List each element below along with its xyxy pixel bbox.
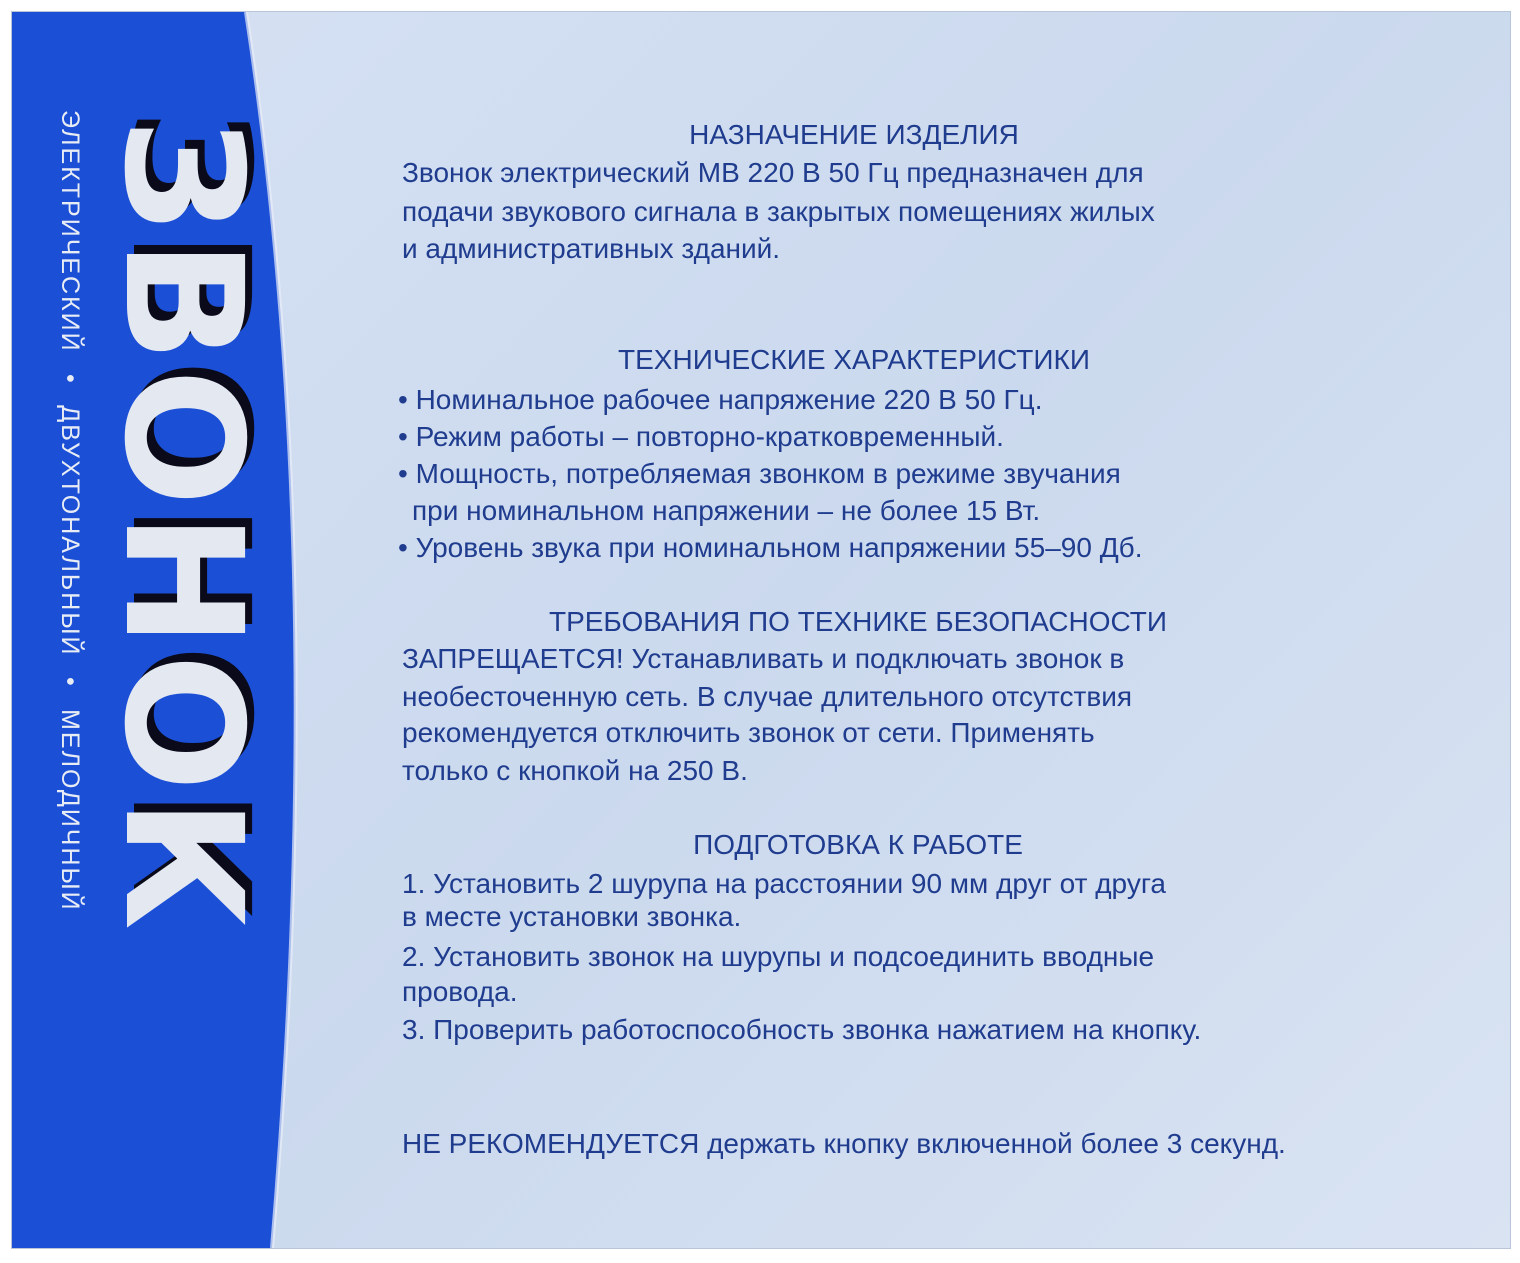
- prep-line: 2. Установить звонок на шурупы и подсоединить вводные: [402, 941, 1155, 972]
- purpose-line: и административных зданий.: [402, 233, 781, 264]
- spec-line: • Мощность, потребляемая звонком в режиме звучания: [398, 458, 1121, 489]
- subtitle-two-tone: ДВУХТОНАЛЬНЫЙ: [56, 405, 84, 657]
- safety-line: только с кнопкой на 250 В.: [402, 755, 748, 786]
- brand-subtitle: [52, 110, 88, 1150]
- specs-heading: ТЕХНИЧЕСКИЕ ХАРАКТЕРИСТИКИ: [618, 344, 1090, 375]
- spec-line: • Уровень звука при номинальном напряжении 55–90 Дб.: [398, 532, 1143, 563]
- spec-line: при номинальном напряжении – не более 15 Вт.: [412, 495, 1041, 526]
- prep-line: 1. Установить 2 шурупа на расстоянии 90 мм друг от друга: [402, 868, 1166, 899]
- warning-note: НЕ РЕКОМЕНДУЕТСЯ держать кнопку включенной более 3 секунд.: [402, 1128, 1286, 1159]
- prep-line: 3. Проверить работоспособность звонка нажатием на кнопку.: [402, 1014, 1202, 1045]
- safety-line: рекомендуется отключить звонок от сети. Применять: [402, 717, 1095, 748]
- subtitle-melodic: МЕЛОДИЧНЫЙ: [56, 709, 84, 912]
- subtitle-electric: ЭЛЕКТРИЧЕСКИЙ: [56, 110, 84, 353]
- prep-line: в месте установки звонка.: [402, 901, 742, 932]
- prep-heading: ПОДГОТОВКА К РАБОТЕ: [693, 829, 1023, 860]
- brand-title: ЗВОНОК: [88, 118, 276, 936]
- purpose-heading: НАЗНАЧЕНИЕ ИЗДЕЛИЯ: [689, 119, 1019, 150]
- safety-line: необесточенную сеть. В случае длительного отсутствия: [402, 681, 1133, 712]
- prep-line: провода.: [402, 976, 518, 1007]
- purpose-line: Звонок электрический МВ 220 В 50 Гц предназначен для: [402, 157, 1144, 188]
- safety-heading: ТРЕБОВАНИЯ ПО ТЕХНИКЕ БЕЗОПАСНОСТИ: [548, 606, 1168, 637]
- safety-line: ЗАПРЕЩАЕТСЯ! Устанавливать и подключать звонок в: [402, 643, 1125, 674]
- separator-dot: •: [56, 677, 84, 689]
- spec-line: • Режим работы – повторно-кратковременный.: [398, 421, 1004, 452]
- purpose-line: подачи звукового сигнала в закрытых помещениях жилых: [402, 196, 1155, 227]
- separator-dot: •: [56, 373, 84, 385]
- spec-line: • Номинальное рабочее напряжение 220 В 50 Гц.: [398, 384, 1043, 415]
